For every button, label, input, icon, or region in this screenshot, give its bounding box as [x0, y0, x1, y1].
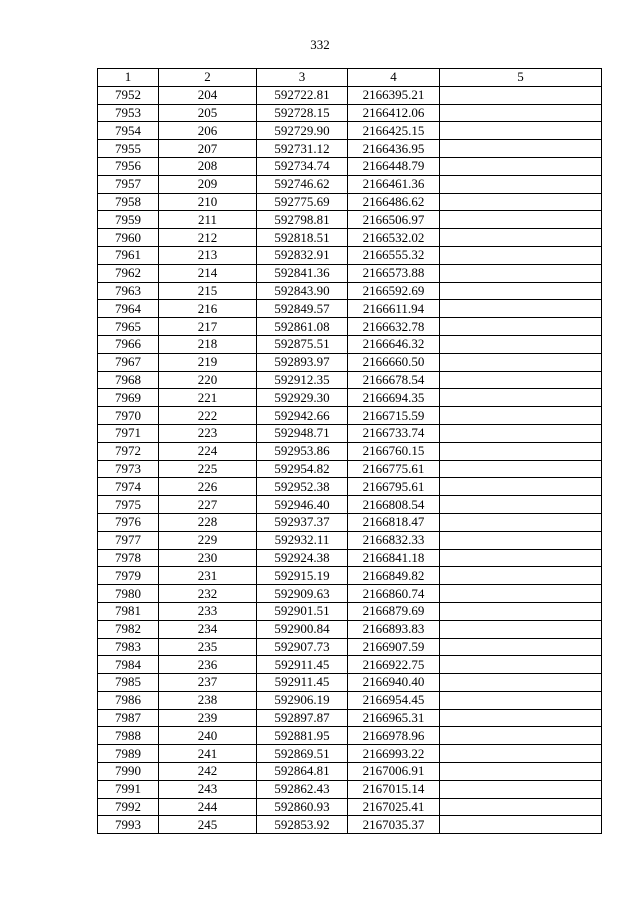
table-row	[98, 193, 602, 211]
table-cell: 243	[159, 780, 257, 798]
table-cell: 592798.81	[257, 211, 348, 229]
table-cell	[440, 531, 602, 549]
table-cell: 7980	[98, 585, 159, 603]
table-cell: 592953.86	[257, 442, 348, 460]
table-cell: 224	[159, 442, 257, 460]
table-row	[98, 211, 602, 229]
table-cell: 7956	[98, 157, 159, 175]
table-cell: 2167025.41	[348, 798, 440, 816]
table-cell: 215	[159, 282, 257, 300]
table-row	[98, 691, 602, 709]
table-cell: 592843.90	[257, 282, 348, 300]
table-row	[98, 745, 602, 763]
table-cell	[440, 709, 602, 727]
table-cell: 592942.66	[257, 407, 348, 425]
table-cell: 7964	[98, 300, 159, 318]
table-cell: 592937.37	[257, 513, 348, 531]
table-cell: 7974	[98, 478, 159, 496]
table-cell	[440, 816, 602, 834]
table-cell: 2166448.79	[348, 157, 440, 175]
table-cell: 7968	[98, 371, 159, 389]
table-cell	[440, 602, 602, 620]
table-cell: 208	[159, 157, 257, 175]
table-cell: 592929.30	[257, 389, 348, 407]
table-cell: 2166486.62	[348, 193, 440, 211]
table-cell	[440, 513, 602, 531]
table-cell: 7960	[98, 229, 159, 247]
table-cell: 7975	[98, 496, 159, 514]
table-cell: 7967	[98, 353, 159, 371]
table-cell: 2166954.45	[348, 691, 440, 709]
column-header: 2	[159, 69, 257, 87]
table-row	[98, 763, 602, 781]
table-cell	[440, 407, 602, 425]
table-cell: 2166678.54	[348, 371, 440, 389]
table-cell: 209	[159, 175, 257, 193]
table-cell: 229	[159, 531, 257, 549]
table-cell: 233	[159, 602, 257, 620]
table-cell	[440, 691, 602, 709]
table-cell	[440, 549, 602, 567]
table-cell	[440, 763, 602, 781]
table-cell: 592746.62	[257, 175, 348, 193]
column-header: 3	[257, 69, 348, 87]
table-cell: 223	[159, 424, 257, 442]
table-row	[98, 318, 602, 336]
table-cell: 7991	[98, 780, 159, 798]
table-cell: 244	[159, 798, 257, 816]
table-cell: 592954.82	[257, 460, 348, 478]
table-cell	[440, 140, 602, 158]
table-row	[98, 246, 602, 264]
table-cell: 2166965.31	[348, 709, 440, 727]
table-cell: 592952.38	[257, 478, 348, 496]
table-cell: 2166907.59	[348, 638, 440, 656]
table-cell: 219	[159, 353, 257, 371]
table-cell: 592901.51	[257, 602, 348, 620]
table-cell: 2166795.61	[348, 478, 440, 496]
table-cell: 238	[159, 691, 257, 709]
table-row	[98, 727, 602, 745]
table-cell: 592948.71	[257, 424, 348, 442]
table-cell	[440, 442, 602, 460]
table-cell	[440, 460, 602, 478]
table-cell: 216	[159, 300, 257, 318]
table-row	[98, 567, 602, 585]
table-cell: 592897.87	[257, 709, 348, 727]
table-cell: 592853.92	[257, 816, 348, 834]
page-number: 332	[310, 37, 330, 52]
table-cell	[440, 353, 602, 371]
table-cell: 7966	[98, 335, 159, 353]
table-row	[98, 389, 602, 407]
table-cell: 7982	[98, 620, 159, 638]
table-cell: 2167006.91	[348, 763, 440, 781]
table-cell: 592915.19	[257, 567, 348, 585]
table-cell: 236	[159, 656, 257, 674]
table-row	[98, 674, 602, 692]
table-row	[98, 140, 602, 158]
table-cell	[440, 798, 602, 816]
table-cell: 592924.38	[257, 549, 348, 567]
table-cell: 592864.81	[257, 763, 348, 781]
table-cell	[440, 424, 602, 442]
table-cell: 2166425.15	[348, 122, 440, 140]
table-cell: 2166715.59	[348, 407, 440, 425]
table-cell: 592722.81	[257, 86, 348, 104]
table-cell: 592907.73	[257, 638, 348, 656]
table-cell: 7959	[98, 211, 159, 229]
table-cell: 7957	[98, 175, 159, 193]
table-cell: 7973	[98, 460, 159, 478]
table-cell	[440, 157, 602, 175]
table-cell	[440, 478, 602, 496]
table-cell: 212	[159, 229, 257, 247]
table-row	[98, 407, 602, 425]
table-row	[98, 300, 602, 318]
table-cell: 7978	[98, 549, 159, 567]
table-cell: 7969	[98, 389, 159, 407]
table-cell: 240	[159, 727, 257, 745]
table-cell	[440, 246, 602, 264]
table-cell: 7990	[98, 763, 159, 781]
table-cell: 2166760.15	[348, 442, 440, 460]
table-cell: 234	[159, 620, 257, 638]
table-cell	[440, 300, 602, 318]
table-cell: 2167015.14	[348, 780, 440, 798]
table-cell: 2166632.78	[348, 318, 440, 336]
table-cell: 592841.36	[257, 264, 348, 282]
table-cell: 7955	[98, 140, 159, 158]
table-cell: 592832.91	[257, 246, 348, 264]
table-cell: 592911.45	[257, 674, 348, 692]
table-cell	[440, 229, 602, 247]
table-cell: 7958	[98, 193, 159, 211]
table-cell: 2166879.69	[348, 602, 440, 620]
table-cell: 2166660.50	[348, 353, 440, 371]
table-row	[98, 424, 602, 442]
table-cell: 242	[159, 763, 257, 781]
table-cell: 592912.35	[257, 371, 348, 389]
table-cell: 2166808.54	[348, 496, 440, 514]
table-cell: 7983	[98, 638, 159, 656]
table-cell	[440, 656, 602, 674]
table-cell	[440, 175, 602, 193]
table-row	[98, 442, 602, 460]
table-cell	[440, 745, 602, 763]
table-row	[98, 104, 602, 122]
table-cell	[440, 282, 602, 300]
table-cell: 241	[159, 745, 257, 763]
table-row	[98, 780, 602, 798]
table-cell: 7963	[98, 282, 159, 300]
table-cell: 7977	[98, 531, 159, 549]
table-header-row	[98, 69, 602, 87]
table-row	[98, 709, 602, 727]
table-cell	[440, 638, 602, 656]
table-cell: 222	[159, 407, 257, 425]
table-cell: 7979	[98, 567, 159, 585]
table-cell: 592875.51	[257, 335, 348, 353]
table-row	[98, 264, 602, 282]
table-cell: 220	[159, 371, 257, 389]
table-cell: 2166436.95	[348, 140, 440, 158]
table-cell	[440, 585, 602, 603]
table-cell: 2167035.37	[348, 816, 440, 834]
table-cell: 592849.57	[257, 300, 348, 318]
table-cell: 2166832.33	[348, 531, 440, 549]
table-cell: 210	[159, 193, 257, 211]
table-cell: 2166893.83	[348, 620, 440, 638]
table-row	[98, 549, 602, 567]
table-cell: 2166395.21	[348, 86, 440, 104]
table-cell: 230	[159, 549, 257, 567]
table-cell: 7971	[98, 424, 159, 442]
coordinates-table	[97, 68, 602, 834]
table-row	[98, 798, 602, 816]
table-cell: 245	[159, 816, 257, 834]
table-row	[98, 282, 602, 300]
table-cell: 2166646.32	[348, 335, 440, 353]
table-cell: 592728.15	[257, 104, 348, 122]
table-cell: 2166922.75	[348, 656, 440, 674]
table-cell: 7953	[98, 104, 159, 122]
table-row	[98, 513, 602, 531]
table-row	[98, 460, 602, 478]
table-cell: 592862.43	[257, 780, 348, 798]
table-cell: 2166841.18	[348, 549, 440, 567]
table-cell	[440, 389, 602, 407]
table-cell	[440, 264, 602, 282]
table-row	[98, 496, 602, 514]
table-cell: 211	[159, 211, 257, 229]
table-cell: 214	[159, 264, 257, 282]
table-cell: 7970	[98, 407, 159, 425]
table-cell	[440, 727, 602, 745]
table-cell: 7993	[98, 816, 159, 834]
table-cell: 592818.51	[257, 229, 348, 247]
table-cell: 235	[159, 638, 257, 656]
table-cell: 232	[159, 585, 257, 603]
table-row	[98, 371, 602, 389]
table-row	[98, 531, 602, 549]
table-cell: 2166775.61	[348, 460, 440, 478]
table-row	[98, 816, 602, 834]
table-cell: 2166694.35	[348, 389, 440, 407]
table-row	[98, 122, 602, 140]
table-cell: 592861.08	[257, 318, 348, 336]
table-cell	[440, 674, 602, 692]
table-cell	[440, 335, 602, 353]
table-cell: 592932.11	[257, 531, 348, 549]
table-cell: 2166532.02	[348, 229, 440, 247]
table-row	[98, 620, 602, 638]
table-cell: 239	[159, 709, 257, 727]
table-cell: 2166555.32	[348, 246, 440, 264]
table-cell: 2166412.06	[348, 104, 440, 122]
table-cell: 228	[159, 513, 257, 531]
table-row	[98, 656, 602, 674]
table-cell: 592881.95	[257, 727, 348, 745]
table-cell	[440, 780, 602, 798]
table-cell: 205	[159, 104, 257, 122]
table-row	[98, 157, 602, 175]
table-cell: 592900.84	[257, 620, 348, 638]
table-cell: 231	[159, 567, 257, 585]
table-cell	[440, 104, 602, 122]
table-cell: 2166940.40	[348, 674, 440, 692]
table-cell: 7961	[98, 246, 159, 264]
table-cell: 206	[159, 122, 257, 140]
table-cell: 7972	[98, 442, 159, 460]
table-cell	[440, 318, 602, 336]
table-cell: 7965	[98, 318, 159, 336]
table-cell	[440, 211, 602, 229]
table-cell	[440, 620, 602, 638]
table-cell: 7986	[98, 691, 159, 709]
table-cell	[440, 567, 602, 585]
table-cell: 2166860.74	[348, 585, 440, 603]
table-cell: 592909.63	[257, 585, 348, 603]
table-cell: 204	[159, 86, 257, 104]
table-cell: 592734.74	[257, 157, 348, 175]
table-cell: 2166461.36	[348, 175, 440, 193]
table-cell	[440, 122, 602, 140]
table-cell: 592911.45	[257, 656, 348, 674]
table-cell: 2166592.69	[348, 282, 440, 300]
table-cell: 7962	[98, 264, 159, 282]
table-cell: 7989	[98, 745, 159, 763]
table-cell: 2166849.82	[348, 567, 440, 585]
table-row	[98, 335, 602, 353]
table-cell: 237	[159, 674, 257, 692]
table-row	[98, 478, 602, 496]
table-cell: 592946.40	[257, 496, 348, 514]
table-cell: 2166818.47	[348, 513, 440, 531]
table-cell: 7981	[98, 602, 159, 620]
table-cell: 592869.51	[257, 745, 348, 763]
table-cell	[440, 86, 602, 104]
table-cell: 592729.90	[257, 122, 348, 140]
table-cell: 2166733.74	[348, 424, 440, 442]
table-cell: 7954	[98, 122, 159, 140]
table-cell: 7984	[98, 656, 159, 674]
table-cell: 227	[159, 496, 257, 514]
table-cell	[440, 371, 602, 389]
table-cell: 226	[159, 478, 257, 496]
table-cell: 592906.19	[257, 691, 348, 709]
table-cell: 592775.69	[257, 193, 348, 211]
table-row	[98, 353, 602, 371]
table-cell: 592893.97	[257, 353, 348, 371]
column-header: 1	[98, 69, 159, 87]
column-header: 5	[440, 69, 602, 87]
table-cell: 7992	[98, 798, 159, 816]
table-cell: 221	[159, 389, 257, 407]
table-cell: 7952	[98, 86, 159, 104]
table-cell: 217	[159, 318, 257, 336]
table-cell: 2166573.88	[348, 264, 440, 282]
table-cell: 2166506.97	[348, 211, 440, 229]
table-cell: 2166611.94	[348, 300, 440, 318]
table-cell: 213	[159, 246, 257, 264]
table-row	[98, 638, 602, 656]
table-cell: 7976	[98, 513, 159, 531]
table-row	[98, 585, 602, 603]
table-cell: 7988	[98, 727, 159, 745]
table-cell: 7987	[98, 709, 159, 727]
table-cell	[440, 496, 602, 514]
table-cell: 592731.12	[257, 140, 348, 158]
table-cell: 7985	[98, 674, 159, 692]
table-cell: 218	[159, 335, 257, 353]
table-row	[98, 175, 602, 193]
table-cell: 592860.93	[257, 798, 348, 816]
column-header: 4	[348, 69, 440, 87]
table-row	[98, 602, 602, 620]
table-cell: 2166993.22	[348, 745, 440, 763]
table-row	[98, 229, 602, 247]
table-cell: 207	[159, 140, 257, 158]
table-cell: 225	[159, 460, 257, 478]
table-cell	[440, 193, 602, 211]
table-cell: 2166978.96	[348, 727, 440, 745]
table-body	[98, 86, 602, 833]
table-row	[98, 86, 602, 104]
